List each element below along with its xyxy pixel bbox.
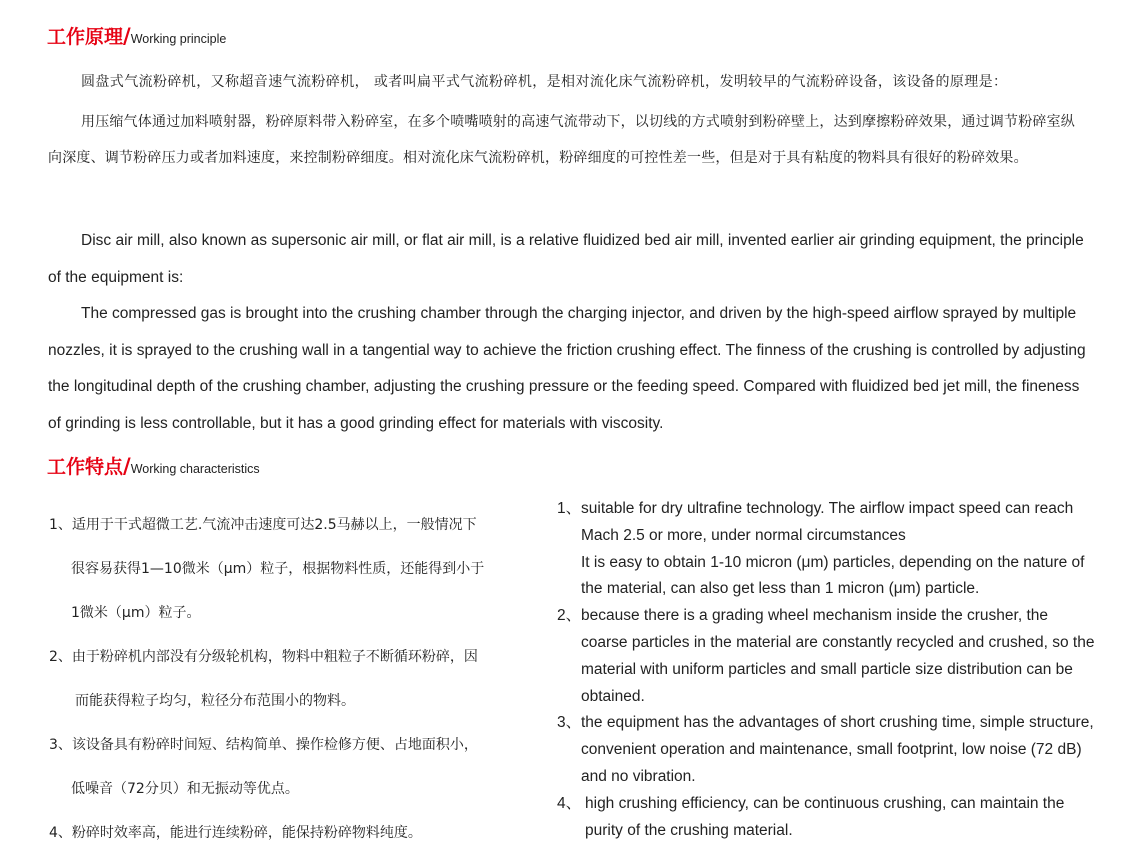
heading-title-zh: 工作特点 <box>47 456 124 478</box>
list-item-text: the equipment has the advantages of short crushing time, simple structure, convenient operation and maintenance, small footprint, low noise (72 dB) and no vibration. <box>581 714 1094 785</box>
heading-title-zh: 工作原理 <box>47 26 124 48</box>
list-item-line: 而能获得粒子均匀，粒径分布范围小的物料。 <box>75 693 355 709</box>
list-item-text: suitable for dry ultrafine technology. The airflow impact speed can reach Mach 2.5 or more, under normal circumstances <box>581 500 1074 544</box>
list-item-line: 4、粉碎时效率高，能进行连续粉碎，能保持粉碎物料纯度。 <box>49 825 422 841</box>
list-item <box>557 603 1097 710</box>
list-item-number: 1、 <box>557 500 582 517</box>
list-item <box>49 635 539 723</box>
list-item-number: 3、 <box>557 714 582 732</box>
list-item-line: 低噪音（72分贝）和无振动等优点。 <box>71 781 299 797</box>
list-item-line: 3、该设备具有粉碎时间短、结构简单、操作检修方便、占地面积小， <box>49 737 478 753</box>
heading-title-en: Working principle <box>130 32 227 46</box>
list-item-text: It is easy to obtain 1-10 micron (μm) particles, depending on the nature of the material, can also get less than 1 micron (μm) particle. <box>581 553 1085 598</box>
list-item-number: 2、 <box>557 607 582 625</box>
heading-slash: / <box>123 24 131 48</box>
section-heading-working-characteristics <box>47 452 260 479</box>
characteristics-en-list <box>557 496 1097 844</box>
list-item <box>49 503 539 635</box>
list-item-line: 2、由于粉碎机内部没有分级轮机构，物料中粗粒子不断循环粉碎，因 <box>49 649 478 665</box>
list-item-line: 1、适用于干式超微工艺.气流冲击速度可达2.5马赫以上，一般情况下 <box>49 517 477 533</box>
list-item <box>49 811 539 855</box>
list-item-line: 1微米（μm）粒子。 <box>71 605 201 621</box>
list-item-number: 4、 <box>557 794 582 812</box>
heading-slash: / <box>123 454 131 478</box>
list-item <box>557 496 1097 603</box>
section-heading-working-principle <box>47 22 226 49</box>
list-item-text: high crushing efficiency, can be continuous crushing, can maintain the purity of the crushing material. <box>585 794 1065 839</box>
characteristics-zh-list <box>49 503 539 855</box>
list-item <box>557 710 1097 790</box>
principle-en-paragraph-1: Disc air mill, also known as supersonic air mill, or flat air mill, is a relative fluidized bed air mill, invented earlier air grinding equipment, the principle of the equipment is: <box>48 232 1084 286</box>
principle-zh-paragraph-2: 用压缩气体通过加料喷射器，粉碎原料带入粉碎室，在多个喷嘴喷射的高速气流带动下，以切线的方式喷射到粉碎壁上，达到摩擦粉碎效果，通过调节粉碎室纵向深度、调节粉碎压力或者加料速度，来控制粉碎细度。相对流化床气流粉碎机，粉碎细度的可控性差一些，但是对于具有粘度的物料具有很好的粉碎效果。 <box>48 114 1075 166</box>
heading-title-en: Working characteristics <box>130 462 260 476</box>
list-item-line: 很容易获得1—10微米（μm）粒子，根据物料性质，还能得到小于 <box>71 561 485 577</box>
principle-zh-paragraph-1: 圆盘式气流粉碎机，又称超音速气流粉碎机， 或者叫扁平式气流粉碎机，是相对流化床气流粉碎机，发明较早的气流粉碎设备，该设备的原理是： <box>81 74 1008 90</box>
list-item-text: because there is a grading wheel mechanism inside the crusher, the coarse particles in the material are constantly recycled and crushed, so the material with uniform particles and small particle size distribution can be obtained. <box>581 607 1095 705</box>
list-item <box>557 791 1097 845</box>
list-item <box>49 723 539 811</box>
principle-en-paragraph-2: The compressed gas is brought into the crushing chamber through the charging injector, and driven by the high-speed airflow sprayed by multiple nozzles, it is sprayed to the crushing wall in a tangential way to achieve the friction crushing effect. The finness of the crushing is controlled by adjusting the longitudinal depth of the crushing chamber, adjusting the crushing pressure or the feeding speed. Compared with fluidized bed jet mill, the fineness of grinding is less controllable, but it has a good grinding effect for materials with viscosity. <box>48 305 1086 432</box>
